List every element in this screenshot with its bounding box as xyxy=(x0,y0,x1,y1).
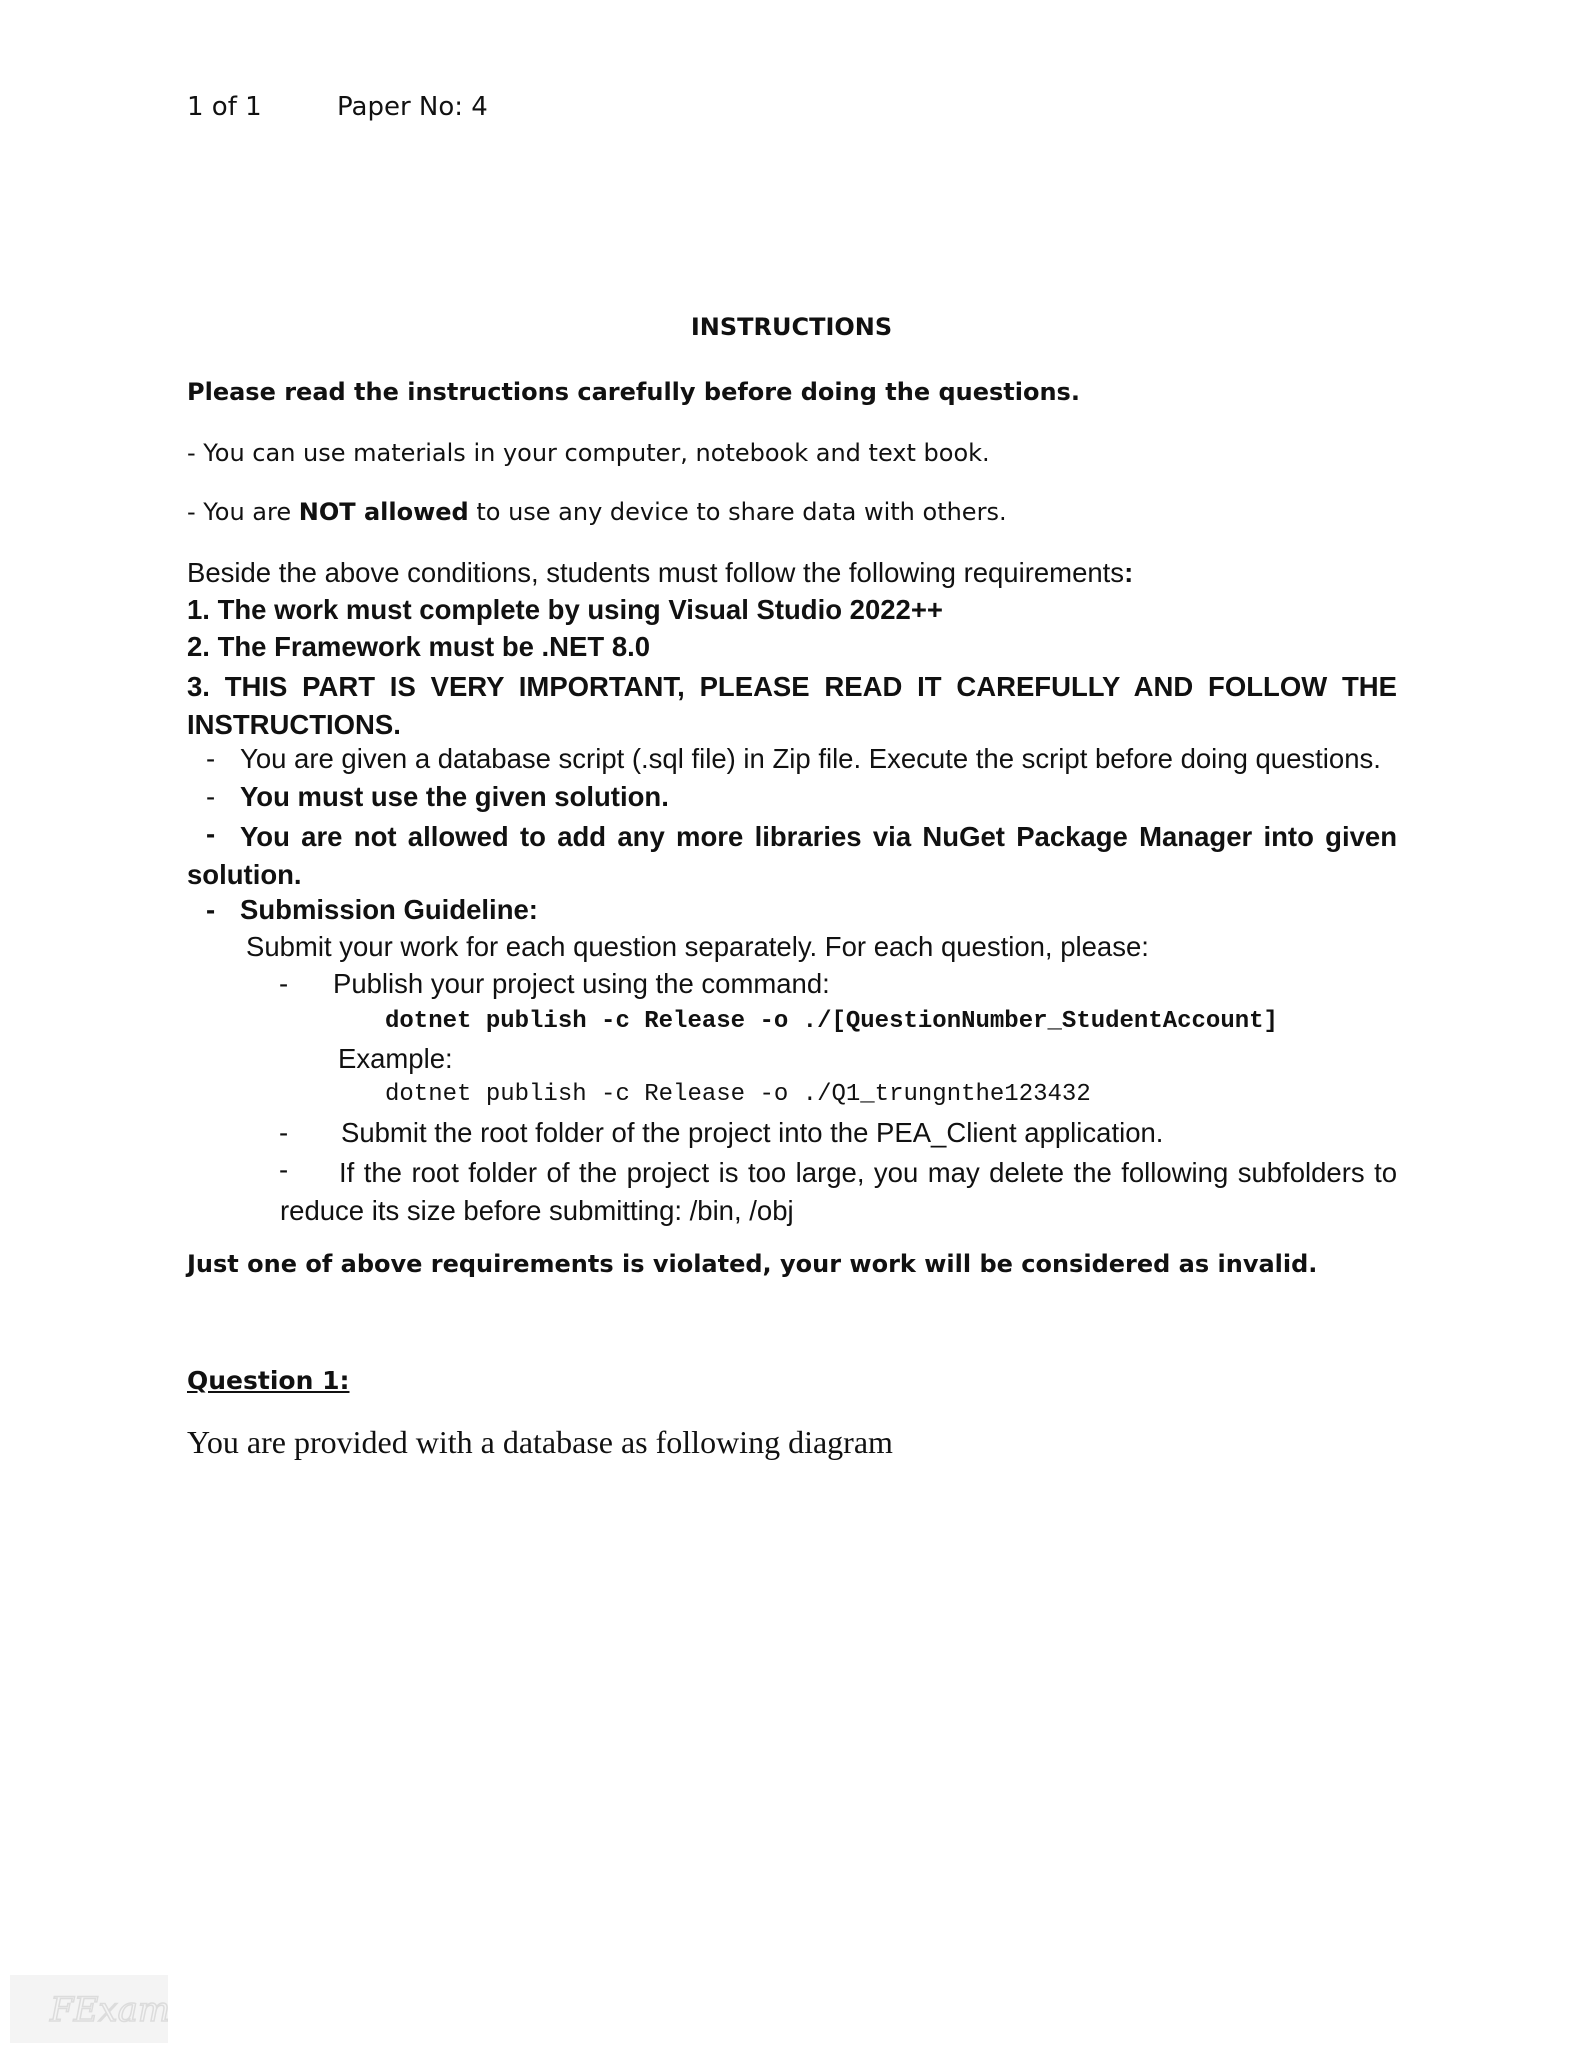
rule-no-sharing xyxy=(187,498,1007,526)
rule-no-sharing-emphasis: NOT allowed xyxy=(298,498,469,526)
submission-intro: Submit your work for each question separately. For each question, please: xyxy=(246,931,1149,962)
publish-command: dotnet publish -c Release -o ./[QuestionNumber_StudentAccount] xyxy=(385,1008,1278,1035)
intro-line: Please read the instructions carefully before doing the questions. xyxy=(187,378,1080,406)
rule-materials: - You can use materials in your computer, notebook and text book. xyxy=(187,439,990,467)
requirements-lead-text: Beside the above conditions, students must follow the following requirements xyxy=(187,557,1125,588)
page-count: 1 of 1 xyxy=(187,92,262,122)
submission-step-submit: Submit the root folder of the project into the PEA_Client application. xyxy=(341,1117,1164,1148)
paper-number: Paper No: 4 xyxy=(337,92,488,122)
bullet-dash: - xyxy=(279,1154,289,1185)
requirements-lead xyxy=(187,557,1133,589)
requirements-lead-colon: : xyxy=(1124,557,1134,588)
bullet-dash: - xyxy=(279,968,289,999)
bullet-dash: - xyxy=(206,743,216,774)
bullet-dash: - xyxy=(279,1117,289,1148)
requirement-1: 1. The work must complete by using Visual Studio 2022++ xyxy=(187,594,943,625)
bullet-dash: - xyxy=(206,781,216,812)
requirement-sub-1: You are given a database script (.sql file) in Zip file. Execute the script before doing questions. xyxy=(240,743,1381,774)
requirement-sub-3: You are not allowed to add any more libraries via NuGet Package Manager into given solution. xyxy=(187,821,1397,890)
rule-no-sharing-suffix: to use any device to share data with others. xyxy=(468,498,1007,526)
example-command: dotnet publish -c Release -o ./Q1_trungnthe123432 xyxy=(385,1081,1091,1108)
question-1-text: You are provided with a database as following diagram xyxy=(187,1424,893,1460)
rule-no-sharing-prefix: - You are xyxy=(187,498,299,526)
bullet-dash: - xyxy=(206,894,216,925)
watermark-logo xyxy=(10,1975,168,2043)
requirement-3: 3. THIS PART IS VERY IMPORTANT, PLEASE READ IT CAREFULLY AND FOLLOW THE INSTRUCTIONS. xyxy=(187,671,1397,740)
requirement-2: 2. The Framework must be .NET 8.0 xyxy=(187,631,651,662)
invalid-warning: Just one of above requirements is violated, your work will be considered as invalid. xyxy=(187,1250,1318,1278)
question-1-label: Question 1: xyxy=(187,1366,350,1395)
instructions-title: INSTRUCTIONS xyxy=(690,313,893,341)
bullet-dash: - xyxy=(206,818,216,849)
fexam-logo-icon xyxy=(10,1975,168,2043)
submission-step-size: If the root folder of the project is too large, you may delete the following subfolders to reduce its size before submitting: /bin, /obj xyxy=(280,1157,1397,1226)
submission-guideline-heading: Submission Guideline: xyxy=(240,894,538,925)
example-label: Example: xyxy=(338,1043,453,1074)
watermark-text: FExam xyxy=(50,1990,168,2030)
submission-step-publish: Publish your project using the command: xyxy=(333,968,830,999)
requirement-sub-2: You must use the given solution. xyxy=(240,781,669,812)
